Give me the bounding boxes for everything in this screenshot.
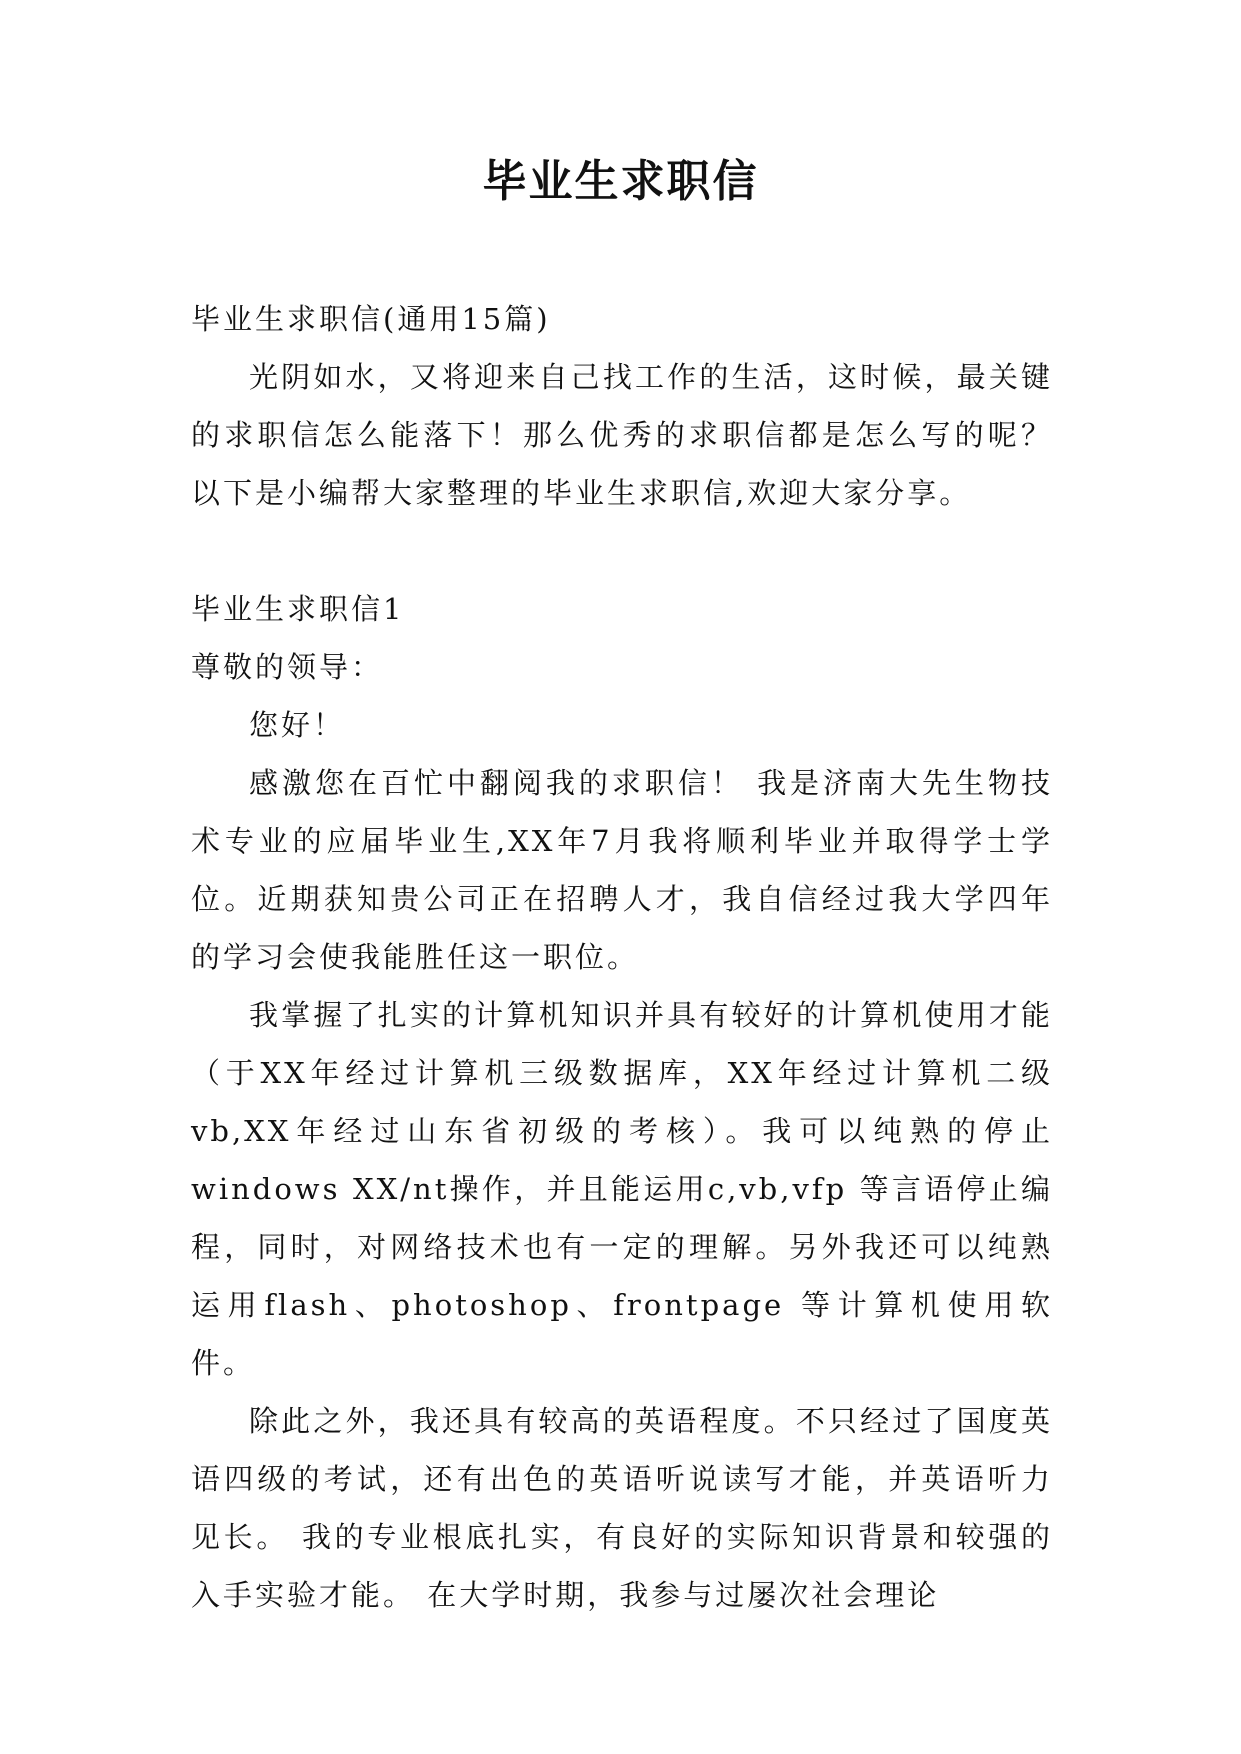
body-paragraph-3: 除此之外，我还具有较高的英语程度。不只经过了国度英语四级的考试，还有出色的英语听说读写才能，并英语听力见长。 我的专业根底扎实，有良好的实际知识背景和较强的入手实验才能。 在大学时期，我参与过屡次社会理论 xyxy=(191,1404,1053,1612)
body-paragraph-2: 我掌握了扎实的计算机知识并具有较好的计算机使用才能（于XX年经过计算机三级数据库，XX年经过计算机二级vb,XX年经过山东省初级的考核）。我可以纯熟的停止windows XX/nt操作，并且能运用c,vb,vfp 等言语停止编程，同时，对网络技术也有一定的理解。另外我还可以纯熟运用flash、photoshop、frontpage 等计算机使用软件。 xyxy=(191,998,1053,1380)
intro-paragraph: 光阴如水，又将迎来自己找工作的生活，这时候，最关键的求职信怎么能落下！那么优秀的求职信都是怎么写的呢？以下是小编帮大家整理的毕业生求职信,欢迎大家分享。 xyxy=(191,360,1053,510)
document-subtitle: 毕业生求职信(通用15篇) xyxy=(191,302,551,336)
body-paragraph-1: 感激您在百忙中翻阅我的求职信！ 我是济南大先生物技术专业的应届毕业生,XX年7月我将顺利毕业并取得学士学位。近期获知贵公司正在招聘人才，我自信经过我大学四年的学习会使我能胜任这一职位。 xyxy=(191,766,1053,974)
letter-heading: 毕业生求职信1 xyxy=(191,592,405,626)
document-title: 毕业生求职信 xyxy=(482,156,759,207)
document-body xyxy=(191,290,1053,1624)
greeting: 您好！ xyxy=(249,708,346,742)
salutation: 尊敬的领导： xyxy=(191,650,384,684)
